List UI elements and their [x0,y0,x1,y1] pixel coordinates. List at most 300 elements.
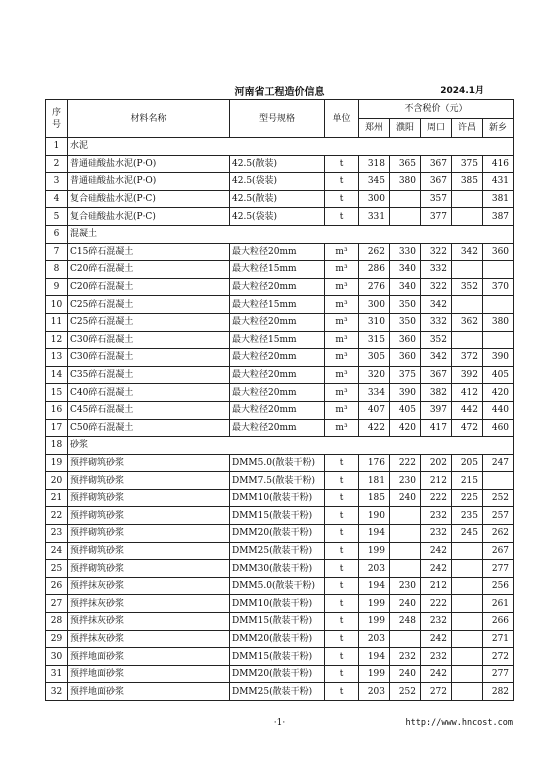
price-cell: 370 [483,278,514,296]
material-name: 预拌地面砂浆 [68,683,230,701]
price-cell: 203 [359,560,390,578]
city-header: 濮阳 [390,119,421,138]
material-name: C20碎石混凝土 [68,261,230,279]
price-cell: 232 [421,648,452,666]
material-name: C35碎石混凝土 [68,366,230,384]
row-seq: 21 [46,489,68,507]
table-row [46,595,514,613]
name-header: 材料名称 [68,100,230,138]
row-seq: 14 [46,366,68,384]
table-row [46,313,514,331]
price-cell: 318 [359,155,390,173]
row-seq: 30 [46,648,68,666]
row-seq: 12 [46,331,68,349]
price-cell [452,613,483,631]
unit: t [325,630,359,648]
unit: m³ [325,349,359,367]
price-cell [452,630,483,648]
row-seq: 31 [46,665,68,683]
price-cell: 367 [421,173,452,191]
spec: 最大粒径20mm [230,366,325,384]
row-seq: 22 [46,507,68,525]
price-cell: 240 [390,665,421,683]
price-cell: 245 [452,525,483,543]
price-cell: 375 [390,366,421,384]
row-seq: 29 [46,630,68,648]
unit: t [325,613,359,631]
table-row [46,525,514,543]
material-name: C20碎石混凝土 [68,278,230,296]
price-cell: 194 [359,577,390,595]
price-cell: 431 [483,173,514,191]
price-cell: 332 [421,313,452,331]
price-cell: 215 [452,472,483,490]
row-seq: 13 [46,349,68,367]
price-cell: 248 [390,613,421,631]
unit: m³ [325,261,359,279]
material-name: 预拌砌筑砂浆 [68,454,230,472]
price-cell: 199 [359,542,390,560]
table-row [46,683,514,701]
table-row [46,243,514,261]
price-cell: 242 [421,542,452,560]
price-cell [390,507,421,525]
price-table [45,99,514,701]
spec: DMM7.5(散装干粉) [230,472,325,490]
price-cell: 460 [483,419,514,437]
table-row [46,665,514,683]
price-cell: 205 [452,454,483,472]
row-seq: 15 [46,384,68,402]
price-cell [390,525,421,543]
row-seq: 6 [46,225,68,243]
row-seq: 3 [46,173,68,191]
price-cell: 357 [421,190,452,208]
material-name: 预拌抹灰砂浆 [68,577,230,595]
table-row [46,419,514,437]
table-row [46,190,514,208]
unit: t [325,683,359,701]
price-cell: 194 [359,648,390,666]
material-name: 复合硅酸盐水泥(P·C) [68,208,230,226]
spec: 42.5(散装) [230,155,325,173]
table-row [46,366,514,384]
unit: m³ [325,243,359,261]
material-name: 预拌砌筑砂浆 [68,472,230,490]
material-name: C30碎石混凝土 [68,331,230,349]
price-cell: 420 [483,384,514,402]
price-cell: 322 [421,278,452,296]
row-seq: 7 [46,243,68,261]
row-seq: 18 [46,437,68,455]
table-row [46,331,514,349]
price-cell: 442 [452,401,483,419]
unit: t [325,454,359,472]
price-cell: 405 [483,366,514,384]
spec: 最大粒径20mm [230,401,325,419]
material-name: 预拌砌筑砂浆 [68,489,230,507]
price-cell: 230 [390,577,421,595]
price-cell: 392 [452,366,483,384]
spec: DMM20(散装干粉) [230,665,325,683]
row-seq: 17 [46,419,68,437]
row-seq: 5 [46,208,68,226]
table-row [46,648,514,666]
row-seq: 20 [46,472,68,490]
price-cell: 300 [359,296,390,314]
price-cell: 365 [390,155,421,173]
price-cell: 277 [483,665,514,683]
price-cell [452,665,483,683]
category-label: 水泥 [68,138,514,156]
row-seq: 25 [46,560,68,578]
price-cell [452,296,483,314]
spec: 42.5(散装) [230,190,325,208]
price-cell [390,208,421,226]
table-row [46,155,514,173]
row-seq: 26 [46,577,68,595]
website-url: http://www.hncost.com [405,718,513,728]
table-row [46,489,514,507]
material-name: 预拌地面砂浆 [68,665,230,683]
unit: m³ [325,296,359,314]
issue-date: 2024.1月 [440,86,484,96]
spec: 最大粒径20mm [230,313,325,331]
price-cell [390,630,421,648]
row-seq: 24 [46,542,68,560]
material-name: 普通硅酸盐水泥(P·O) [68,173,230,191]
price-cell: 440 [483,401,514,419]
price-cell [390,560,421,578]
price-cell: 372 [452,349,483,367]
price-cell [390,190,421,208]
price-group-header: 不含税价（元） [359,100,514,119]
price-cell: 256 [483,577,514,595]
table-row [46,208,514,226]
category-row [46,437,514,455]
unit-header: 单位 [325,100,359,138]
price-cell: 417 [421,419,452,437]
price-cell: 422 [359,419,390,437]
price-cell: 252 [483,489,514,507]
price-cell [483,296,514,314]
unit: t [325,173,359,191]
price-cell: 257 [483,507,514,525]
price-cell: 199 [359,595,390,613]
material-name: C40碎石混凝土 [68,384,230,402]
spec: 42.5(袋装) [230,173,325,191]
price-cell: 190 [359,507,390,525]
row-seq: 2 [46,155,68,173]
table-row [46,278,514,296]
table-row [46,472,514,490]
price-cell: 222 [390,454,421,472]
price-cell: 225 [452,489,483,507]
price-cell: 202 [421,454,452,472]
price-cell: 232 [390,648,421,666]
price-cell: 377 [421,208,452,226]
table-row [46,349,514,367]
spec: DMM10(散装干粉) [230,595,325,613]
price-cell: 271 [483,630,514,648]
material-name: 复合硅酸盐水泥(P·C) [68,190,230,208]
price-cell: 334 [359,384,390,402]
price-cell: 412 [452,384,483,402]
unit: m³ [325,401,359,419]
table-row [46,454,514,472]
material-name: 预拌抹灰砂浆 [68,595,230,613]
price-cell: 267 [483,542,514,560]
price-cell: 242 [421,665,452,683]
price-cell: 472 [452,419,483,437]
price-cell [483,472,514,490]
spec: DMM5.0(散装干粉) [230,454,325,472]
price-cell: 176 [359,454,390,472]
price-cell: 286 [359,261,390,279]
price-cell [452,560,483,578]
table-row [46,613,514,631]
price-cell: 305 [359,349,390,367]
spec: DMM20(散装干粉) [230,630,325,648]
price-cell: 352 [421,331,452,349]
spec: DMM30(散装干粉) [230,560,325,578]
category-row [46,225,514,243]
material-name: C25碎石混凝土 [68,296,230,314]
price-cell: 232 [421,507,452,525]
price-cell: 262 [359,243,390,261]
material-name: C15碎石混凝土 [68,243,230,261]
price-cell: 272 [483,648,514,666]
price-cell: 240 [390,595,421,613]
price-cell: 385 [452,173,483,191]
row-seq: 8 [46,261,68,279]
table-row [46,173,514,191]
row-seq: 27 [46,595,68,613]
price-cell: 252 [390,683,421,701]
spec: 最大粒径20mm [230,278,325,296]
price-cell: 360 [390,349,421,367]
price-cell: 235 [452,507,483,525]
table-row [46,261,514,279]
price-cell: 397 [421,401,452,419]
spec: 最大粒径15mm [230,296,325,314]
spec: DMM15(散装干粉) [230,507,325,525]
seq-header: 序号 [46,100,68,138]
spec: 最大粒径15mm [230,331,325,349]
price-cell [452,331,483,349]
price-cell: 342 [421,296,452,314]
price-cell: 362 [452,313,483,331]
price-cell: 416 [483,155,514,173]
table-row [46,560,514,578]
price-cell: 367 [421,155,452,173]
price-cell: 330 [390,243,421,261]
unit: t [325,208,359,226]
spec: 最大粒径20mm [230,243,325,261]
price-cell: 360 [483,243,514,261]
price-cell: 310 [359,313,390,331]
table-row [46,630,514,648]
row-seq: 19 [46,454,68,472]
price-cell: 262 [483,525,514,543]
unit: t [325,507,359,525]
price-cell: 194 [359,525,390,543]
spec: 最大粒径20mm [230,384,325,402]
material-name: 预拌地面砂浆 [68,648,230,666]
price-cell: 375 [452,155,483,173]
category-label: 砂浆 [68,437,514,455]
price-cell: 232 [421,525,452,543]
price-cell: 405 [390,401,421,419]
row-seq: 1 [46,138,68,156]
unit: t [325,525,359,543]
price-cell: 380 [483,313,514,331]
table-row [46,577,514,595]
material-name: C30碎石混凝土 [68,349,230,367]
price-cell: 331 [359,208,390,226]
price-cell: 282 [483,683,514,701]
spec: 最大粒径20mm [230,349,325,367]
material-name: C25碎石混凝土 [68,313,230,331]
price-cell: 360 [390,331,421,349]
price-cell [452,648,483,666]
unit: t [325,648,359,666]
spec: DMM25(散装干粉) [230,683,325,701]
price-cell: 320 [359,366,390,384]
price-cell: 390 [390,384,421,402]
unit: m³ [325,384,359,402]
price-cell: 387 [483,208,514,226]
price-cell: 380 [390,173,421,191]
price-cell: 272 [421,683,452,701]
unit: m³ [325,419,359,437]
row-seq: 32 [46,683,68,701]
price-cell [452,542,483,560]
city-header: 新乡 [483,119,514,138]
price-cell: 242 [421,630,452,648]
price-cell [452,261,483,279]
price-cell: 390 [483,349,514,367]
price-cell: 315 [359,331,390,349]
price-cell [390,542,421,560]
spec: 42.5(袋装) [230,208,325,226]
price-cell: 340 [390,261,421,279]
city-header: 郑州 [359,119,390,138]
document-title: 河南省工程造价信息 [234,87,325,98]
material-name: 预拌砌筑砂浆 [68,560,230,578]
unit: t [325,577,359,595]
material-name: C50碎石混凝土 [68,419,230,437]
city-header: 周口 [421,119,452,138]
price-cell: 381 [483,190,514,208]
table-row [46,507,514,525]
row-seq: 4 [46,190,68,208]
spec-header: 型号规格 [230,100,325,138]
unit: m³ [325,278,359,296]
price-cell: 199 [359,613,390,631]
price-cell [452,208,483,226]
price-cell: 342 [452,243,483,261]
spec: 最大粒径20mm [230,419,325,437]
material-name: 预拌抹灰砂浆 [68,630,230,648]
material-name: 预拌砌筑砂浆 [68,525,230,543]
price-cell: 222 [421,489,452,507]
unit: m³ [325,366,359,384]
material-name: 预拌砌筑砂浆 [68,542,230,560]
price-cell [483,331,514,349]
price-cell: 242 [421,560,452,578]
row-seq: 11 [46,313,68,331]
price-cell: 247 [483,454,514,472]
price-cell: 276 [359,278,390,296]
row-seq: 23 [46,525,68,543]
table-row [46,296,514,314]
price-cell: 332 [421,261,452,279]
row-seq: 10 [46,296,68,314]
unit: t [325,489,359,507]
price-cell: 232 [421,613,452,631]
unit: t [325,155,359,173]
spec: DMM5.0(散装干粉) [230,577,325,595]
price-cell: 222 [421,595,452,613]
price-cell: 199 [359,665,390,683]
material-name: 预拌砌筑砂浆 [68,507,230,525]
unit: t [325,560,359,578]
price-cell: 203 [359,683,390,701]
price-cell: 266 [483,613,514,631]
unit: m³ [325,331,359,349]
price-cell: 203 [359,630,390,648]
category-row [46,138,514,156]
price-cell: 212 [421,577,452,595]
city-header: 许昌 [452,119,483,138]
price-cell: 340 [390,278,421,296]
price-cell: 261 [483,595,514,613]
table-row [46,384,514,402]
category-label: 混凝土 [68,225,514,243]
spec: 最大粒径15mm [230,261,325,279]
unit: t [325,190,359,208]
price-cell: 350 [390,313,421,331]
price-cell: 352 [452,278,483,296]
price-cell: 342 [421,349,452,367]
spec: DMM10(散装干粉) [230,489,325,507]
unit: t [325,595,359,613]
price-cell: 277 [483,560,514,578]
price-cell: 322 [421,243,452,261]
unit: m³ [325,313,359,331]
price-cell: 382 [421,384,452,402]
price-cell [452,595,483,613]
price-cell: 300 [359,190,390,208]
price-cell [452,683,483,701]
price-cell [452,577,483,595]
page-number: ·1· [273,718,286,728]
unit: t [325,542,359,560]
table-row [46,401,514,419]
price-cell: 345 [359,173,390,191]
price-cell: 212 [421,472,452,490]
price-cell: 350 [390,296,421,314]
spec: DMM25(散装干粉) [230,542,325,560]
price-cell: 230 [390,472,421,490]
price-cell: 420 [390,419,421,437]
price-cell: 407 [359,401,390,419]
unit: t [325,472,359,490]
row-seq: 9 [46,278,68,296]
price-cell [452,190,483,208]
price-cell: 367 [421,366,452,384]
